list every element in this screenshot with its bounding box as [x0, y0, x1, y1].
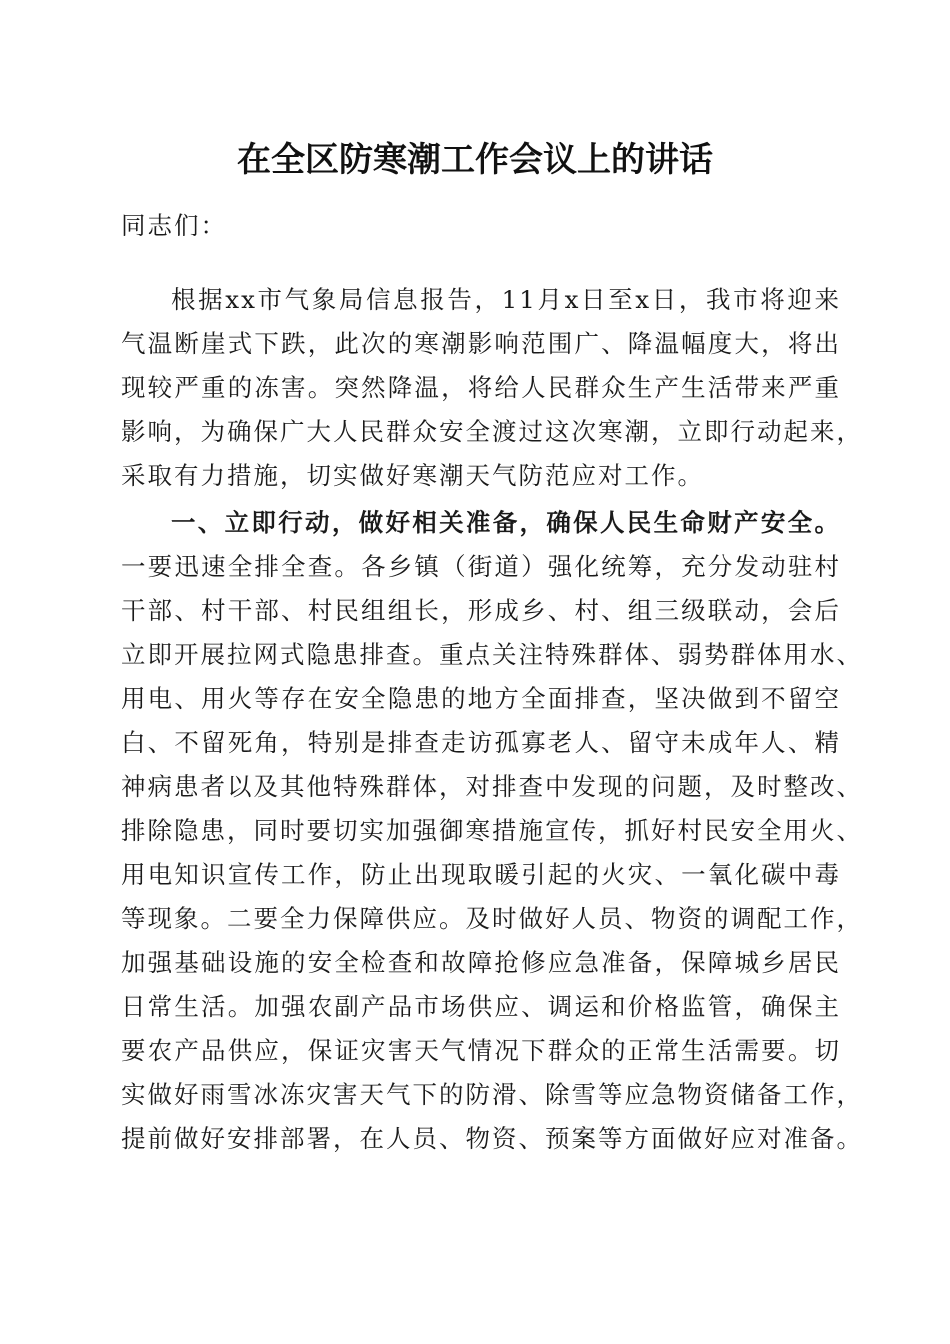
- salutation: 同志们：: [121, 211, 227, 240]
- paragraph-2-line-8: 用电知识宣传工作，防止出现取暖引起的火灾、一氧化碳中毒: [121, 860, 841, 889]
- paragraph-1-line-3: 现较严重的冻害。突然降温，将给人民群众生产生活带来严重: [121, 373, 841, 402]
- paragraph-2-line-9: 等现象。二要全力保障供应。及时做好人员、物资的调配工作，: [121, 904, 863, 933]
- paragraph-1-line-4: 影响，为确保广大人民群众安全渡过这次寒潮，立即行动起来，: [121, 417, 863, 446]
- paragraph-2-line-11: 日常生活。加强农副产品市场供应、调运和价格监管，确保主: [121, 992, 841, 1021]
- paragraph-1-line-1: 根据xx市气象局信息报告，11月x日至x日，我市将迎来: [171, 285, 841, 314]
- paragraph-2-line-5: 白、不留死角，特别是排查走访孤寡老人、留守未成年人、精: [121, 728, 841, 757]
- paragraph-2-line-6: 神病患者以及其他特殊群体，对排查中发现的问题，及时整改、: [121, 772, 863, 801]
- paragraph-1-line-5: 采取有力措施，切实做好寒潮天气防范应对工作。: [121, 461, 704, 490]
- paragraph-2-line-1: 一要迅速全排全查。各乡镇（街道）强化统筹，充分发动驻村: [121, 552, 841, 581]
- paragraph-2-line-14: 提前做好安排部署，在人员、物资、预案等方面做好应对准备。: [121, 1124, 863, 1153]
- paragraph-2-line-2: 干部、村干部、村民组组长，形成乡、村、组三级联动，会后: [121, 596, 841, 625]
- paragraph-2-line-4: 用电、用火等存在安全隐患的地方全面排查，坚决做到不留空: [121, 684, 841, 713]
- paragraph-2-line-7: 排除隐患，同时要切实加强御寒措施宣传，抓好村民安全用火、: [121, 816, 863, 845]
- paragraph-2-line-13: 实做好雨雪冰冻灾害天气下的防滑、除雪等应急物资储备工作，: [121, 1080, 863, 1109]
- section-heading-1: 一、立即行动，做好相关准备，确保人民生命财产安全。: [171, 508, 841, 537]
- paragraph-2-line-10: 加强基础设施的安全检查和故障抢修应急准备，保障城乡居民: [121, 948, 841, 977]
- paragraph-1-line-2: 气温断崖式下跌，此次的寒潮影响范围广、降温幅度大，将出: [121, 329, 841, 358]
- paragraph-2-line-12: 要农产品供应，保证灾害天气情况下群众的正常生活需要。切: [121, 1036, 841, 1065]
- paragraph-2-line-3: 立即开展拉网式隐患排查。重点关注特殊群体、弱势群体用水、: [121, 640, 863, 669]
- document-title: 在全区防寒潮工作会议上的讲话: [237, 140, 713, 180]
